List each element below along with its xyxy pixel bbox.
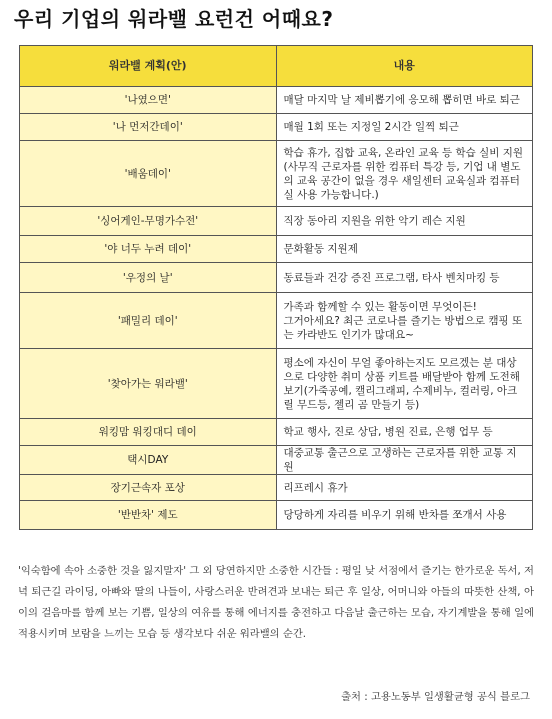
table-row [20,293,533,349]
table-row [20,263,533,293]
table-row [20,236,533,263]
table-row [20,349,533,419]
plan-name: '나 먼저간데이' [20,114,277,141]
plan-description: 동료들과 건강 증진 프로그램, 타사 벤치마킹 등 [276,263,533,293]
plan-description: 대중교통 출근으로 고생하는 근로자를 위한 교통 지원 [276,446,533,475]
page-title: 우리 기업의 워라밸 요런건 어때요? [14,7,334,31]
column-header-content: 내용 [276,46,533,87]
plan-description: 매달 마지막 날 제비뽑기에 응모해 뽑히면 바로 퇴근 [276,87,533,114]
table-row [20,87,533,114]
table-row [20,114,533,141]
column-header-plan: 워라밸 계획(안) [20,46,277,87]
plan-name: 택시DAY [20,446,277,475]
table-row [20,475,533,501]
plan-description: 직장 동아리 지원을 위한 악기 레슨 지원 [276,207,533,236]
plan-description: 학교 행사, 진로 상담, 병원 진료, 은행 업무 등 [276,419,533,446]
plan-description: 문화활동 지원제 [276,236,533,263]
plan-name: '나였으면' [20,87,277,114]
plan-name: '싱어게인-무명가수전' [20,207,277,236]
plan-description: 가족과 함께할 수 있는 활동이면 무엇이든! 그거아세요? 최근 코로나를 즐기는 방법으로 캠핑 또는 카라반도 인기가 많대요~ [276,293,533,349]
plan-name: '패밀리 데이' [20,293,277,349]
plan-name: '반반차' 제도 [20,501,277,530]
table-header-row [20,46,533,87]
plan-description: 당당하게 자리를 비우기 위해 반차를 쪼개서 사용 [276,501,533,530]
plan-name: '찾아가는 워라밸' [20,349,277,419]
plan-description: 학습 휴가, 집합 교육, 온라인 교육 등 학습 실비 지원 (사무직 근로자를 위한 컴퓨터 특강 등, 기업 내 별도의 교육 공간이 없을 경우 새일센터 교육실과 컴퓨터실 사용 가능합니다.) [276,141,533,207]
plan-description: 리프레시 휴가 [276,475,533,501]
plan-name: 장기근속자 포상 [20,475,277,501]
source-credit: 출처 : 고용노동부 일생활균형 공식 블로그 [341,691,530,703]
table-row [20,446,533,475]
table-row [20,141,533,207]
table-row [20,419,533,446]
plan-name: '배움데이' [20,141,277,207]
table-row [20,501,533,530]
table-row [20,207,533,236]
closing-paragraph: '익숙함에 속아 소중한 것을 잃지말자' 그 외 당연하지만 소중한 시간들 : 평일 낮 서점에서 즐기는 한가로운 독서, 저녁 퇴근길 라이딩, 아빠와 딸의 나들이, 사랑스러운 반려견과 보내는 퇴근 후 일상, 어머니와 아들의 따뜻한 산책, 아이의 걸음마를 함께 보는 기쁨, 일상의 여유를 통해 에너지를 충전하고 다음날 출근하는 모습, 자기계발을 통해 일에 적용시키며 보람을 느끼는 모습 등 생각보다 쉬운 워라밸의 순간. [18,565,534,640]
plan-description: 평소에 자신이 무얼 좋아하는지도 모르겠는 분 대상으로 다양한 취미 상품 키트를 배달받아 함께 도전해보기(가죽공예, 캘리그래피, 수제비누, 컬러링, 아크릴 무드등, 젤리 곰 만들기 등) [276,349,533,419]
worklife-plan-table [19,45,533,530]
plan-description: 매월 1회 또는 지정일 2시간 일찍 퇴근 [276,114,533,141]
plan-name: '우정의 날' [20,263,277,293]
plan-name: 워킹맘 워킹대디 데이 [20,419,277,446]
plan-name: '야 너두 누려 데이' [20,236,277,263]
